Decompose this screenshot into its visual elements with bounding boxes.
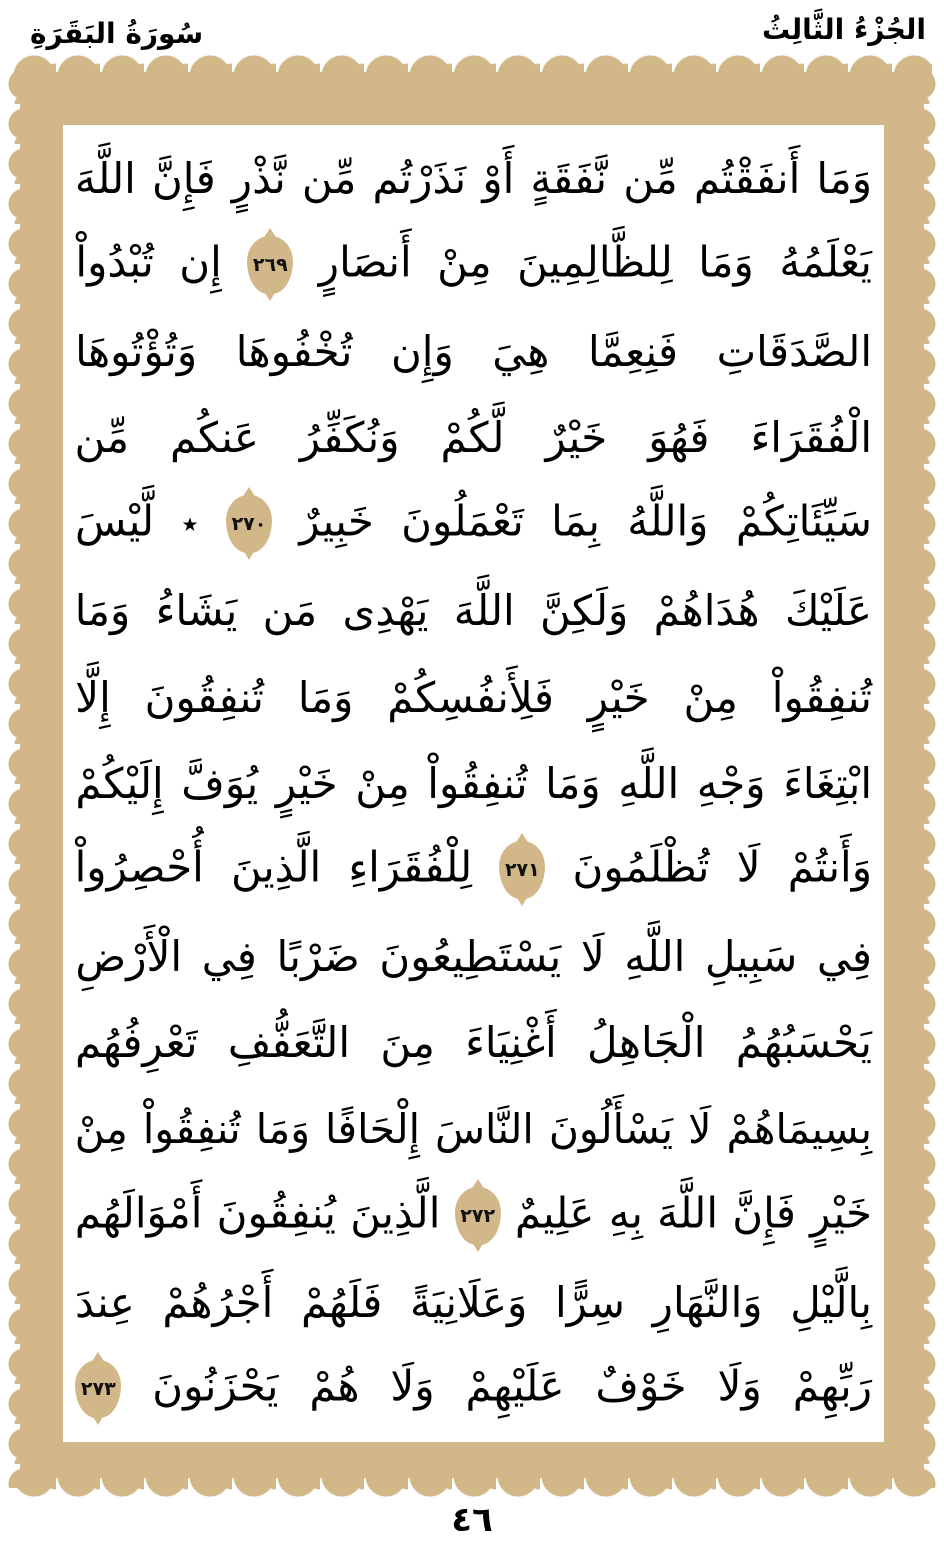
quran-line [75,1346,872,1432]
ayah-text: يَعْلَمُهُ وَمَا لِلظَّالِمِينَ مِنْ أَنصَارٍ [318,237,872,287]
frame-scallop-right [922,64,938,1488]
quran-line [75,654,872,740]
ayah-marker [247,236,293,294]
quran-line [75,221,872,307]
surah-title: سُورَةُ البَقَرَةِ [30,17,204,50]
ayah-marker [455,1187,501,1245]
ayah-text: وَمَا أَنفَقْتُم مِّن نَّفَقَةٍ أَوْ نَذَرْتُم مِّن نَّذْرٍ فَإِنَّ اللَّهَ [74,153,872,203]
quran-line [75,1086,872,1172]
ayah-text: خَيْرٍ فَإِنَّ اللَّهَ بِهِ عَلِيمٌ [514,1188,872,1238]
ayah-text: الصَّدَقَاتِ فَنِعِمَّا هِيَ وَإِن تُخْفُوهَا وَتُؤْتُوهَا [75,326,872,376]
quran-line [75,1173,872,1259]
juz-title: الجُزْءُ الثَّالِثُ [762,13,926,46]
ayah-text: عَلَيْكَ هُدَاهُمْ وَلَكِنَّ اللَّهَ يَهْدِى مَن يَشَاءُ وَمَا [74,586,872,636]
quran-line [75,308,872,394]
ayah-text: سَيِّئَاتِكُمْ وَاللَّهُ بِمَا تَعْمَلُونَ خَبِيرٌ [299,496,872,546]
quran-line [75,740,872,826]
ayah-text: تُنفِقُواْ مِنْ خَيْرٍ فَلِأَنفُسِكُمْ وَمَا تُنفِقُونَ إِلَّا [75,672,872,722]
ayah-text: وَأَنتُمْ لَا تُظْلَمُونَ [572,842,872,892]
page-number: ٤٦ [451,1500,493,1540]
frame-scallop-top [12,52,932,74]
quran-text-panel [63,125,884,1442]
ayah-text: بِالَّيْلِ وَالنَّهَارِ سِرًّا وَعَلَانِيَةً فَلَهُمْ أَجْرُهُمْ عِندَ [74,1277,872,1327]
ayah-number: ٢٧٠ [231,513,267,536]
ayah-number: ٢٧٢ [460,1204,496,1227]
quran-line [75,913,872,999]
ayah-number: ٢٧١ [504,858,540,881]
page-border-frame [20,72,924,1478]
ayah-text: ابْتِغَاءَ وَجْهِ اللَّهِ وَمَا تُنفِقُواْ مِنْ خَيْرٍ يُوَفَّ إِلَيْكُمْ [75,759,872,809]
ayah-text: يَحْسَبُهُمُ الْجَاهِلُ أَغْنِيَاءَ مِنَ التَّعَفُّفِ تَعْرِفُهُم [75,1018,872,1068]
ayah-text: رَبِّهِمْ وَلَا خَوْفٌ عَلَيْهِمْ وَلَا هُمْ يَحْزَنُونَ [152,1361,872,1411]
frame-scallop-bottom [12,1476,932,1500]
ayah-marker [499,841,545,899]
ayah-marker [226,495,272,553]
quran-line [75,135,872,221]
ayah-text: الْفُقَرَاءَ فَهُوَ خَيْرٌ لَّكُمْ وَنُكَفِّرُ عَنكُم مِّن [74,413,872,463]
quran-line [75,1000,872,1086]
ayah-text: لَّيْسَ [75,496,155,546]
ayah-number: ٢٦٩ [252,253,288,276]
quran-line [75,1259,872,1345]
ayah-text: لِلْفُقَرَاءِ الَّذِينَ أُحْصِرُواْ [74,842,473,892]
quran-line [75,481,872,567]
ayah-text: إِن تُبْدُواْ [75,237,222,287]
quran-line [75,567,872,653]
ayah-text: بِسِيمَاهُمْ لَا يَسْأَلُونَ النَّاسَ إِلْحَافًا وَمَا تُنفِقُواْ مِنْ [74,1105,872,1154]
ayah-text: الَّذِينَ يُنفِقُونَ أَمْوَالَهُم [74,1188,441,1238]
quran-line [75,827,872,913]
rub-el-hizb-star-icon: ٭ [181,506,199,543]
quran-line [75,394,872,480]
ayah-marker [75,1360,121,1418]
ayah-text: فِي سَبِيلِ اللَّهِ لَا يَسْتَطِيعُونَ ضَرْبًا فِي الْأَرْضِ [75,931,872,981]
ayah-number: ٢٧٣ [80,1377,116,1400]
